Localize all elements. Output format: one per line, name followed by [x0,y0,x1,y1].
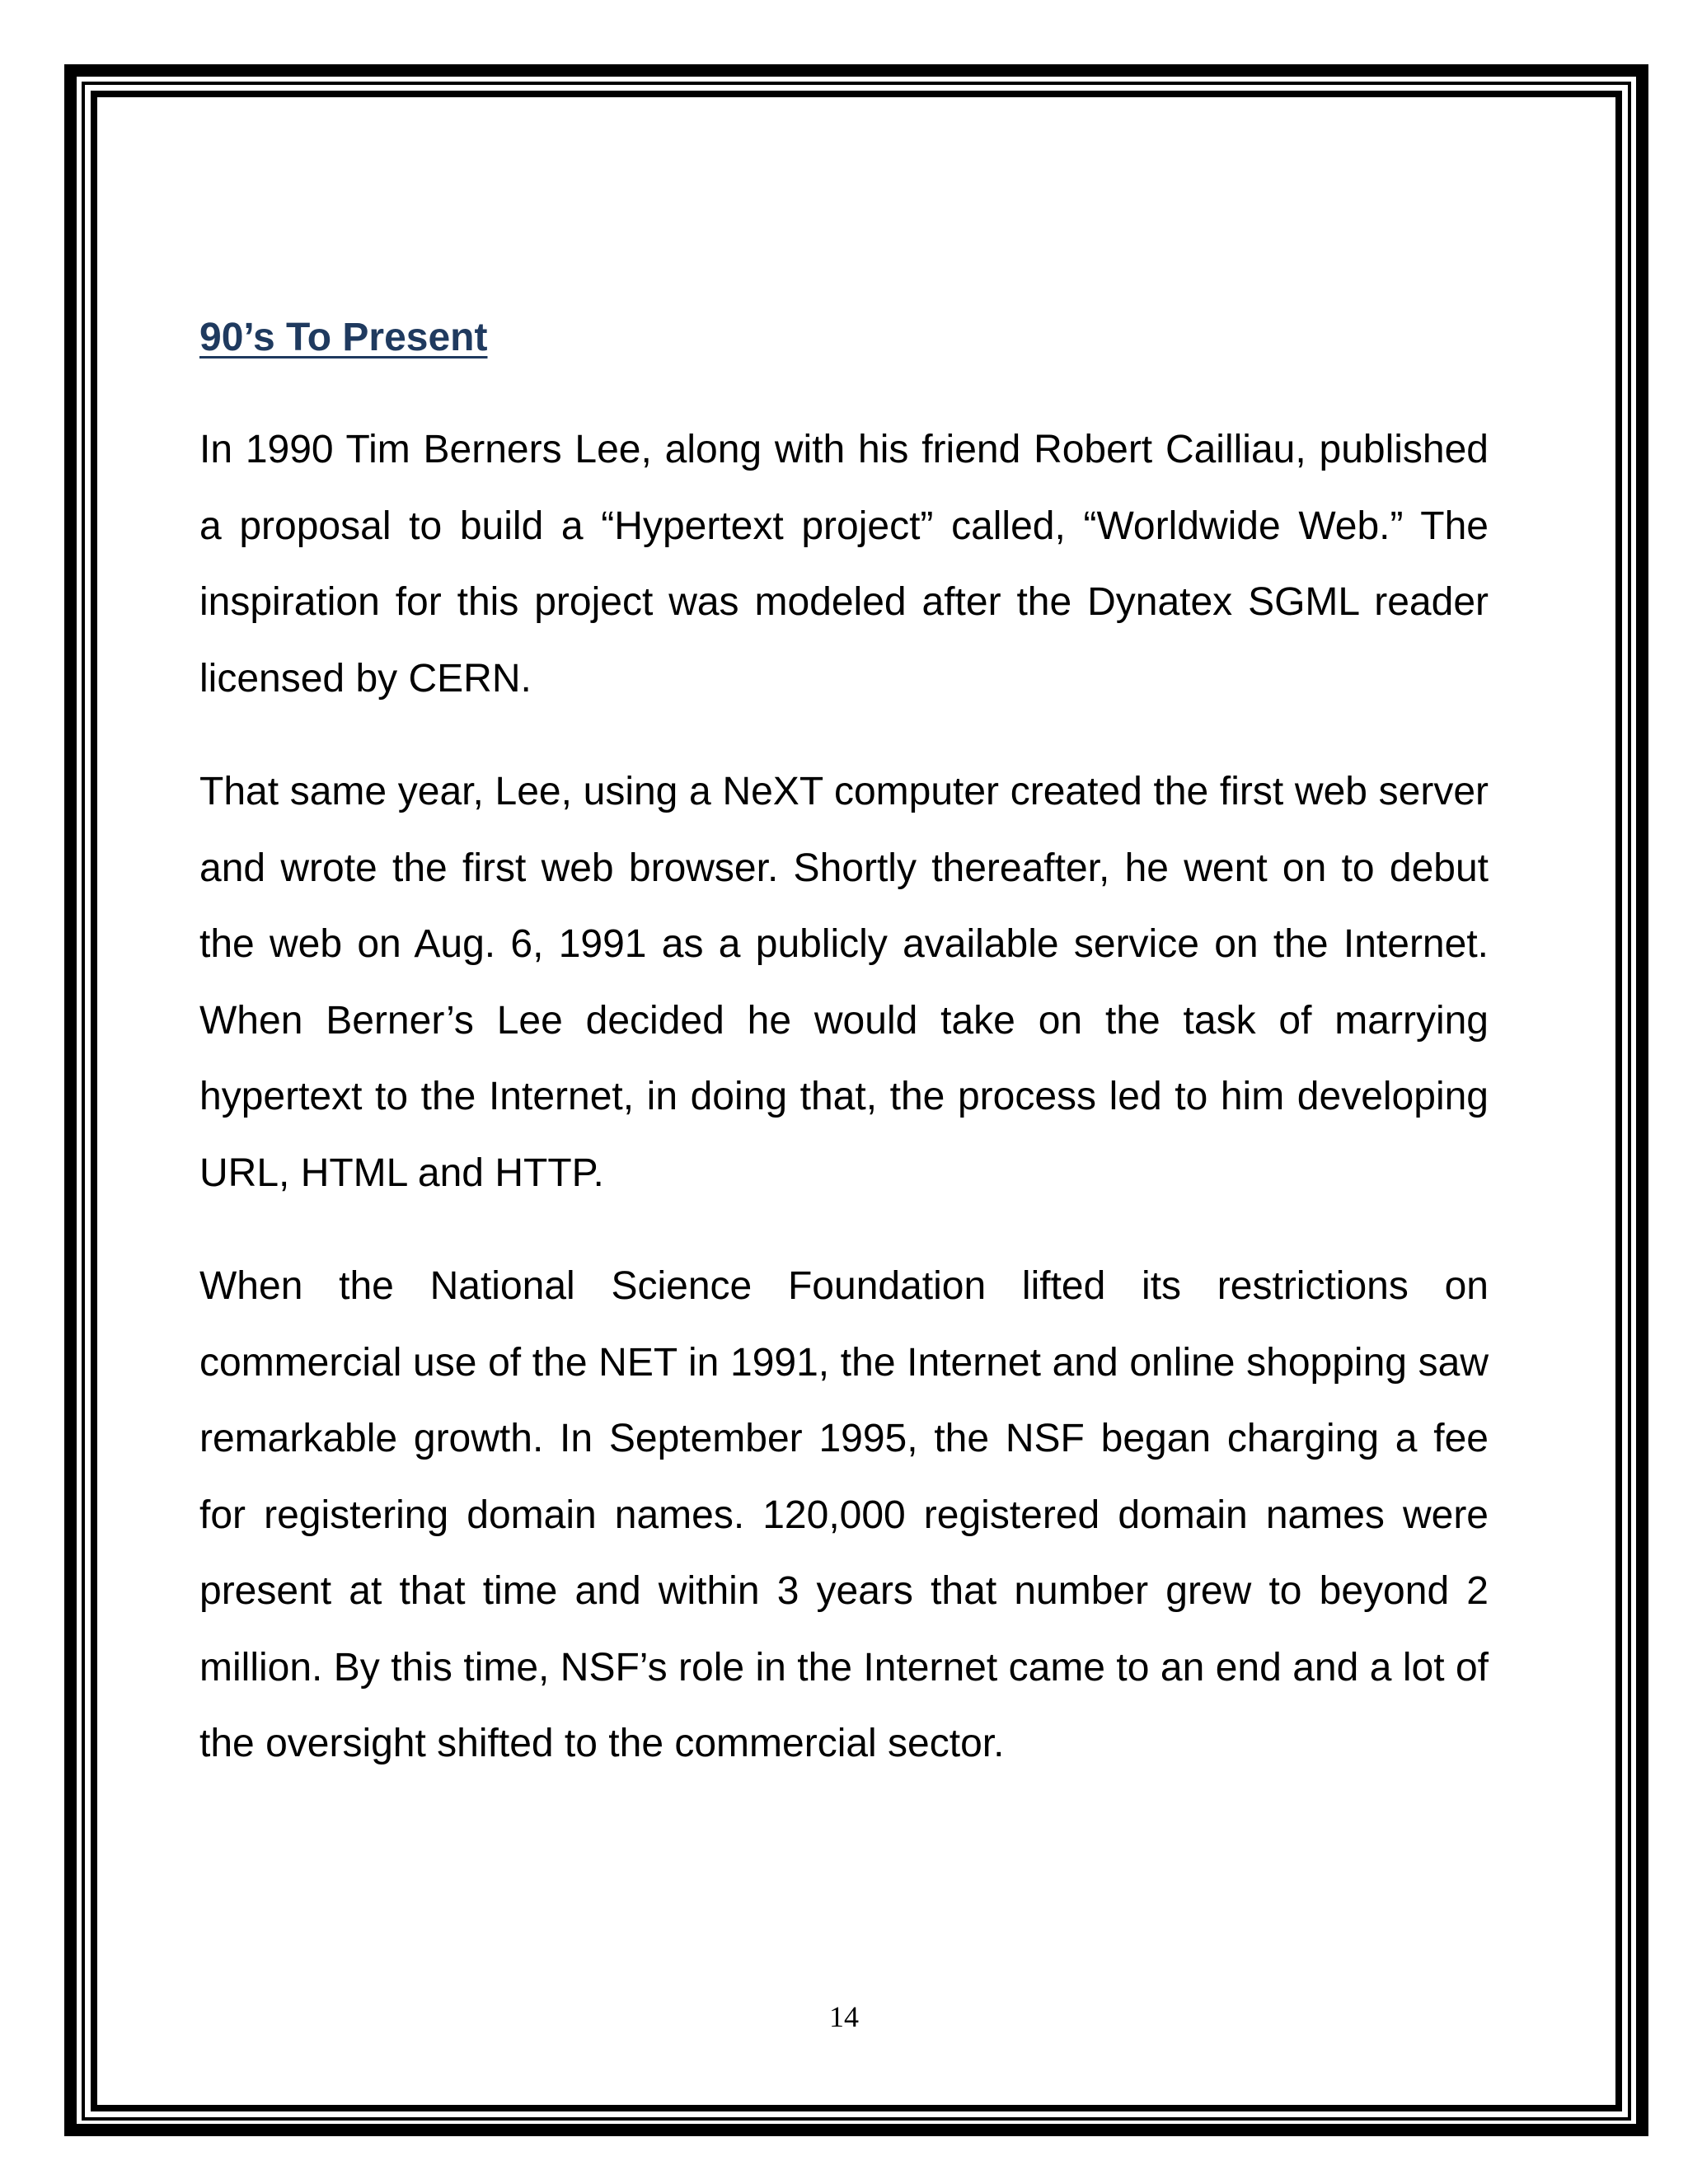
page-content [199,313,1489,1783]
page-number: 14 [829,2000,859,2033]
paragraph-2: That same year, Lee, using a NeXT computer created the first web server and wrote the first web browser. Shortly thereafter, he went on to debut the web on Aug. 6, 1991 as a publicly available service on the Internet. When Berner’s Lee decided he would take on the task of marrying hypertext to the Internet, in doing that, the process led to him developing URL, HTML and HTTP. [199,770,1489,1195]
paragraph-3: When the National Science Foundation lifted its restrictions on commercial use of the NET in 1991, the Internet and online shopping saw remarkable growth. In September 1995, the NSF began charging a fee for registering domain names. 120,000 registered domain names were present at that time and within 3 years that number grew to beyond 2 million. By this time, NSF’s role in the Internet came to an end and a lot of the oversight shifted to the commercial sector. [199,1264,1489,1765]
section-heading: 90’s To Present [199,316,488,359]
paragraph-1: In 1990 Tim Berners Lee, along with his friend Robert Cailliau, published a proposal to build a “Hypertext project” called, “Worldwide Web.” The inspiration for this project was modeled after the Dynatex SGML reader licensed by CERN. [199,428,1489,701]
